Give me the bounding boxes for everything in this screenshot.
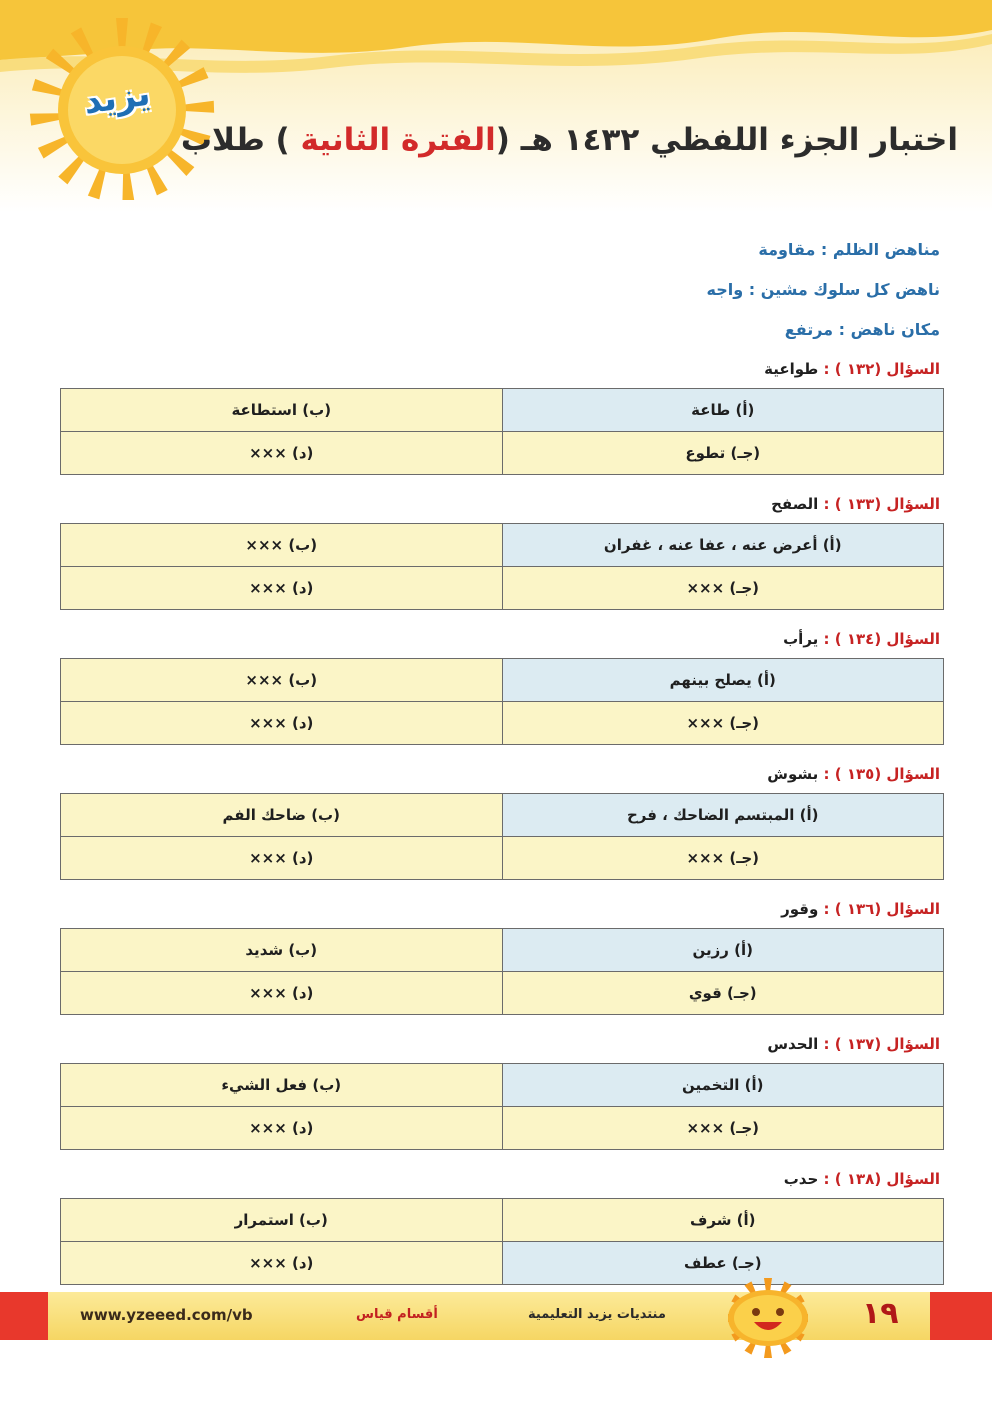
option-d[interactable]: (د) ××× xyxy=(61,1242,503,1285)
meaning-line: ناهض كل سلوك مشين : واجه xyxy=(706,280,940,299)
option-a[interactable]: (أ) التخمين xyxy=(502,1064,944,1107)
option-c[interactable]: (جـ) تطوع xyxy=(502,432,944,475)
question-heading xyxy=(60,350,944,388)
footer-forum-label: منتديات يزيد التعليمية xyxy=(528,1307,666,1322)
option-c[interactable]: (جـ) قوي xyxy=(502,972,944,1015)
option-b[interactable]: (ب) استطاعة xyxy=(61,389,503,432)
footer-section-label: أقسام قياس xyxy=(356,1307,438,1322)
option-b[interactable]: (ب) استمرار xyxy=(61,1199,503,1242)
question-heading xyxy=(60,1160,944,1198)
option-d[interactable]: (د) ××× xyxy=(61,1107,503,1150)
question-word: طواعية xyxy=(764,360,819,378)
question-label: السؤال (١٣٦ ) : xyxy=(823,900,940,918)
options-table xyxy=(60,1063,944,1150)
meaning-line: مناهض الظلم : مقاومة xyxy=(758,240,940,259)
option-c[interactable]: (جـ) ××× xyxy=(502,702,944,745)
option-b[interactable]: (ب) فعل الشيء xyxy=(61,1064,503,1107)
question-word: وقور xyxy=(781,900,819,918)
option-d[interactable]: (د) ××× xyxy=(61,837,503,880)
option-c[interactable]: (جـ) ××× xyxy=(502,1107,944,1150)
options-table xyxy=(60,793,944,880)
question-heading xyxy=(60,1025,944,1063)
option-b[interactable]: (ب) ××× xyxy=(61,659,503,702)
exam-content xyxy=(60,230,944,1295)
option-b[interactable]: (ب) ××× xyxy=(61,524,503,567)
option-a[interactable]: (أ) رزين xyxy=(502,929,944,972)
option-a[interactable]: (أ) طاعة xyxy=(502,389,944,432)
question-heading xyxy=(60,485,944,523)
question-heading xyxy=(60,755,944,793)
page-number: ١٩ xyxy=(862,1296,899,1331)
option-a[interactable]: (أ) المبتسم الضاحك ، فرح xyxy=(502,794,944,837)
question-word: بشوش xyxy=(767,765,819,783)
options-table xyxy=(60,658,944,745)
footer-accent-right xyxy=(930,1292,992,1340)
page-header xyxy=(0,0,992,212)
option-a[interactable]: (أ) شرف xyxy=(502,1199,944,1242)
footer-accent-left xyxy=(0,1292,48,1340)
title-part-1: اختبار الجزء اللفظي ١٤٣٢ هـ ( xyxy=(495,122,958,158)
title-part-2: ) طلاب xyxy=(180,122,301,158)
option-c[interactable]: (جـ) ××× xyxy=(502,567,944,610)
question-heading xyxy=(60,620,944,658)
question-label: السؤال (١٣٨ ) : xyxy=(823,1170,940,1188)
footer-url-link[interactable]: www.yzeeed.com/vb xyxy=(80,1306,253,1324)
smiling-sun-icon xyxy=(690,1278,850,1358)
question-label: السؤال (١٣٢ ) : xyxy=(823,360,940,378)
option-a[interactable]: (أ) يصلح بينهم xyxy=(502,659,944,702)
question-label: السؤال (١٣٥ ) : xyxy=(823,765,940,783)
option-a[interactable]: (أ) أعرض عنه ، عفا عنه ، غفران xyxy=(502,524,944,567)
page-footer xyxy=(0,1290,992,1342)
option-d[interactable]: (د) ××× xyxy=(61,432,503,475)
question-label: السؤال (١٣٧ ) : xyxy=(823,1035,940,1053)
meaning-line: مكان ناهض : مرتفع xyxy=(784,320,940,339)
options-table xyxy=(60,523,944,610)
page-title xyxy=(181,122,958,158)
option-b[interactable]: (ب) شديد xyxy=(61,929,503,972)
question-word: حدب xyxy=(783,1170,819,1188)
question-word: الحدس xyxy=(767,1035,819,1053)
option-d[interactable]: (د) ××× xyxy=(61,702,503,745)
title-highlight: الفترة الثانية xyxy=(300,122,496,158)
option-c[interactable]: (جـ) عطف xyxy=(502,1242,944,1285)
question-label: السؤال (١٣٤ ) : xyxy=(823,630,940,648)
option-d[interactable]: (د) ××× xyxy=(61,972,503,1015)
question-heading xyxy=(60,890,944,928)
question-label: السؤال (١٣٣ ) : xyxy=(823,495,940,513)
question-word: يرأب xyxy=(783,630,819,648)
logo-text: يزيد xyxy=(81,73,153,123)
question-word: الصفح xyxy=(771,495,819,513)
option-b[interactable]: (ب) ضاحك الفم xyxy=(61,794,503,837)
options-table xyxy=(60,388,944,475)
options-table xyxy=(60,1198,944,1285)
option-c[interactable]: (جـ) ××× xyxy=(502,837,944,880)
options-table xyxy=(60,928,944,1015)
option-d[interactable]: (د) ××× xyxy=(61,567,503,610)
